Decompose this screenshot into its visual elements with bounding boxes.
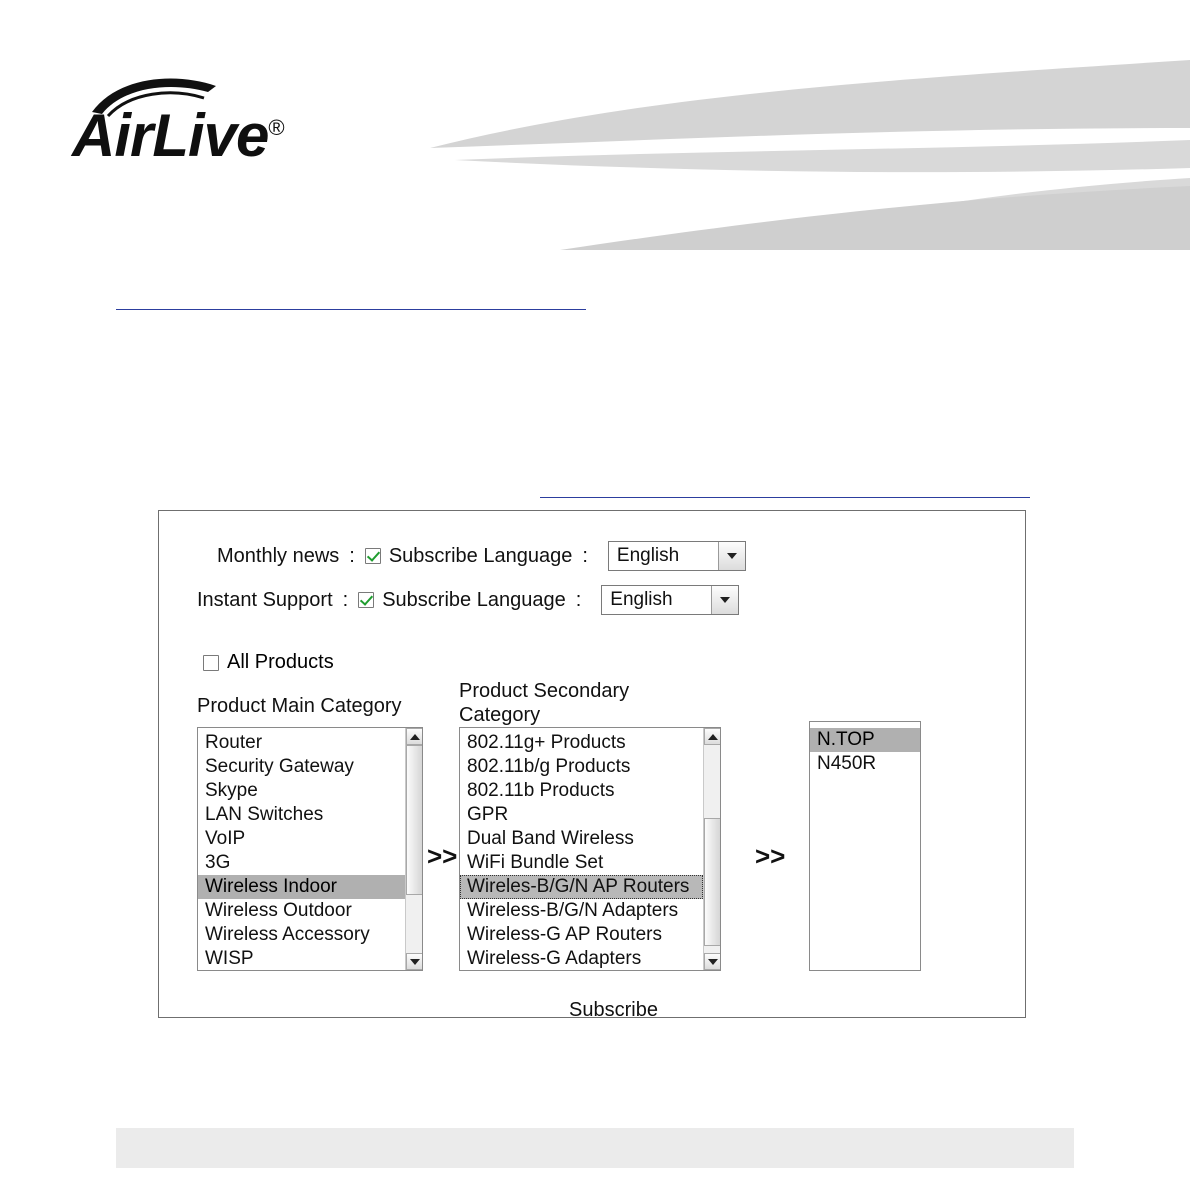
product-secondary-category-heading-line1: Product Secondary xyxy=(459,680,630,702)
monthly-news-label: Monthly news xyxy=(217,544,340,567)
main-category-scrollbar[interactable] xyxy=(405,728,422,970)
list-item[interactable]: Security Gateway xyxy=(205,756,354,777)
secondary-category-scrollbar[interactable] xyxy=(703,728,720,970)
brand-wordmark-text: AirLive xyxy=(72,102,269,169)
page-header xyxy=(0,0,1190,250)
all-products-row[interactable] xyxy=(203,651,334,674)
monthly-news-colon-2: : xyxy=(582,544,588,567)
scrollbar-thumb[interactable] xyxy=(406,745,423,895)
list-item[interactable]: 802.11b/g Products xyxy=(467,756,631,777)
airlive-logo xyxy=(72,68,372,168)
list-item[interactable]: Wireless-G AP Routers xyxy=(467,924,662,945)
list-item[interactable]: 802.11b Products xyxy=(467,780,615,801)
instant-support-checkbox[interactable] xyxy=(358,592,374,608)
all-products-checkbox[interactable] xyxy=(203,655,219,671)
instant-support-row xyxy=(197,585,739,615)
product-main-category-listbox[interactable] xyxy=(197,727,423,971)
product-secondary-category-listbox[interactable] xyxy=(459,727,721,971)
brand-wordmark xyxy=(72,98,284,169)
instant-support-language-select[interactable] xyxy=(601,585,739,615)
product-secondary-category-heading-line2: Category xyxy=(459,704,541,726)
brand-registered-mark: ® xyxy=(268,115,284,140)
instant-support-label: Instant Support xyxy=(197,588,333,611)
product-secondary-category-heading xyxy=(459,679,669,727)
list-item[interactable]: 802.11g+ Products xyxy=(467,732,626,753)
list-item[interactable]: GPR xyxy=(467,804,509,825)
footer-band xyxy=(116,1128,1074,1168)
list-item[interactable]: N450R xyxy=(817,753,877,774)
chevron-down-icon[interactable] xyxy=(718,542,745,570)
subscribe-button-partial-label[interactable]: Subscribe xyxy=(569,999,658,1017)
product-model-listbox[interactable] xyxy=(809,721,921,971)
transfer-arrow-main-to-secondary[interactable]: >> xyxy=(427,841,458,871)
product-main-category-heading: Product Main Category xyxy=(197,695,402,717)
monthly-news-language-select[interactable] xyxy=(608,541,746,571)
list-item[interactable]: Wireless Accessory xyxy=(205,924,370,945)
instant-support-language-value: English xyxy=(610,589,673,610)
list-item-selected[interactable]: Wireless Indoor xyxy=(198,875,405,899)
monthly-news-language-value: English xyxy=(616,545,680,566)
list-item[interactable]: WISP xyxy=(205,948,254,969)
all-products-label: All Products xyxy=(227,651,334,673)
model-items xyxy=(810,722,920,776)
scroll-up-icon[interactable] xyxy=(406,728,423,745)
list-item[interactable]: LAN Switches xyxy=(205,804,324,825)
scroll-down-icon[interactable] xyxy=(704,953,721,970)
transfer-arrow-secondary-to-model[interactable]: >> xyxy=(755,841,786,871)
instant-support-colon-2: : xyxy=(575,588,582,611)
scroll-up-icon[interactable] xyxy=(704,728,721,745)
list-item[interactable]: 3G xyxy=(205,852,231,873)
hyperlink-underline-middle[interactable] xyxy=(540,497,1030,498)
secondary-category-items xyxy=(460,728,703,971)
list-item[interactable]: WiFi Bundle Set xyxy=(467,852,604,873)
monthly-news-row xyxy=(217,541,746,571)
subscription-form-panel xyxy=(158,510,1026,1018)
list-item[interactable]: VoIP xyxy=(205,828,246,849)
list-item[interactable]: Router xyxy=(205,732,263,753)
list-item-selected[interactable]: N.TOP xyxy=(810,728,920,752)
hyperlink-underline-top[interactable] xyxy=(116,309,586,310)
instant-support-colon: : xyxy=(342,588,349,611)
instant-support-subscribe-language-label: Subscribe Language xyxy=(382,588,566,611)
scrollbar-thumb[interactable] xyxy=(704,818,721,946)
main-category-items xyxy=(198,728,405,971)
chevron-down-icon[interactable] xyxy=(711,586,738,614)
monthly-news-subscribe-language-label: Subscribe Language xyxy=(388,544,573,567)
list-item[interactable]: Wireless-B/G/N Adapters xyxy=(467,900,679,921)
scroll-down-icon[interactable] xyxy=(406,953,423,970)
monthly-news-colon: : xyxy=(349,544,355,567)
list-item-selected[interactable]: Wireles-B/G/N AP Routers xyxy=(460,875,703,899)
list-item[interactable]: Wireless-G Adapters xyxy=(467,948,642,969)
monthly-news-checkbox[interactable] xyxy=(365,548,381,564)
list-item[interactable]: Skype xyxy=(205,780,258,801)
list-item[interactable]: Wireless Outdoor xyxy=(205,900,352,921)
list-item[interactable]: Dual Band Wireless xyxy=(467,828,634,849)
